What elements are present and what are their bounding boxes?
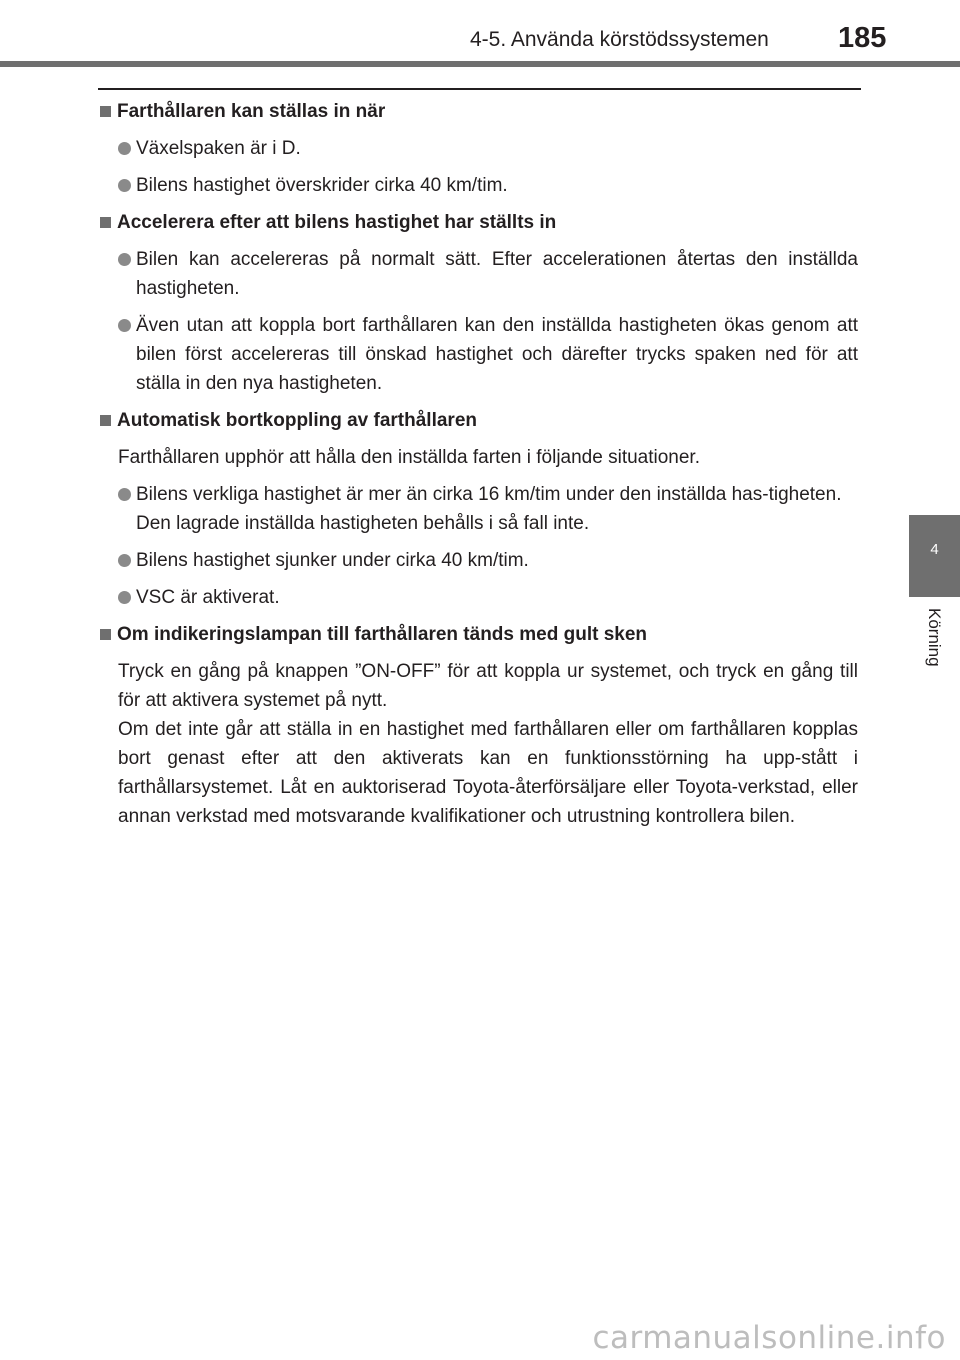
- list-item: [98, 546, 858, 575]
- list-item: [98, 245, 858, 303]
- watermark: carmanualsonline.info: [592, 1320, 946, 1356]
- chapter-number: 4: [930, 541, 939, 558]
- section-paragraphs: [98, 657, 858, 831]
- header-section-title: 4-5. Använda körstödssystemen: [470, 28, 769, 51]
- section-heading-text: Automatisk bortkoppling av farthållaren: [117, 410, 477, 431]
- section-heading-text: Om indikeringslampan till farthållaren tänds med gult sken: [117, 624, 648, 645]
- section-heading: [98, 620, 858, 649]
- list-item-text: VSC är aktiverat.: [136, 587, 280, 608]
- square-bullet-icon: [100, 106, 111, 117]
- square-bullet-icon: [100, 415, 111, 426]
- list-item-note: Den lagrade inställda hastigheten behålls i så fall inte.: [136, 513, 590, 534]
- list-item-text: Bilen kan accelereras på normalt sätt. Efter accelerationen återtas den inställda hastigheten.: [136, 249, 858, 299]
- list-item: [98, 171, 858, 200]
- square-bullet-icon: [100, 217, 111, 228]
- header-bar: [0, 61, 960, 67]
- chapter-label: Körning: [925, 608, 944, 667]
- circle-bullet-icon: [118, 142, 131, 155]
- circle-bullet-icon: [118, 554, 131, 567]
- circle-bullet-icon: [118, 319, 131, 332]
- section-heading: [98, 208, 858, 237]
- list-item: [98, 311, 858, 398]
- circle-bullet-icon: [118, 253, 131, 266]
- list-item-text: Bilens hastighet överskrider cirka 40 km/tim.: [136, 175, 508, 196]
- list-item: [98, 480, 858, 538]
- list-item-text: Växelspaken är i D.: [136, 138, 301, 159]
- list-item-text: Även utan att koppla bort farthållaren kan den inställda hastigheten ökas genom att bilen först accelereras till önskad hastighet och därefter trycks spaken ned för att ställa in den nya hastigheten.: [136, 315, 858, 394]
- list-item-text: Bilens hastighet sjunker under cirka 40 km/tim.: [136, 550, 529, 571]
- paragraph: Tryck en gång på knappen ”ON-OFF” för att koppla ur systemet, och tryck en gång till för att aktivera systemet på nytt.: [118, 661, 858, 711]
- section-heading: [98, 406, 858, 435]
- square-bullet-icon: [100, 629, 111, 640]
- list-item: [98, 134, 858, 163]
- top-rule: [98, 88, 861, 90]
- chapter-tab: [909, 515, 960, 597]
- circle-bullet-icon: [118, 179, 131, 192]
- list-item-text: Bilens verkliga hastighet är mer än cirka 16 km/tim under den inställda has-tigheten.: [136, 484, 842, 505]
- circle-bullet-icon: [118, 488, 131, 501]
- section-heading: [98, 97, 858, 126]
- section-heading-text: Accelerera efter att bilens hastighet har ställts in: [117, 212, 557, 233]
- circle-bullet-icon: [118, 591, 131, 604]
- section-heading-text: Farthållaren kan ställas in när: [117, 101, 386, 122]
- page-content: [98, 97, 858, 831]
- list-item: [98, 583, 858, 612]
- page-number: 185: [838, 22, 887, 54]
- paragraph: Om det inte går att ställa in en hastighet med farthållaren eller om farthållaren kopplas bort genast efter att den aktiverats kan en funktionsstörning ha upp-stått i farthållarsystemet. Låt en auktoriserad Toyota-återförsäljare eller Toyota-verkstad, eller annan verkstad med motsvarande kvalifikationer och utrustning kontrollera bilen.: [118, 719, 858, 827]
- section-intro: Farthållaren upphör att hålla den inställda farten i följande situationer.: [118, 447, 700, 468]
